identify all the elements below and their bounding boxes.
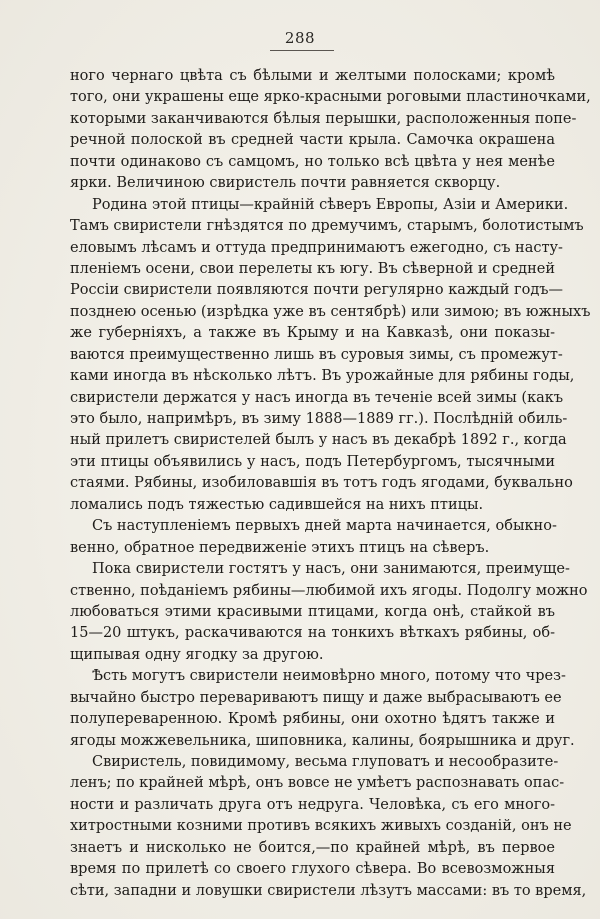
text-line: знаетъ и нисколько не боится,—по крайней мѣрѣ, въ первое <box>70 839 555 856</box>
page-number: 288 <box>284 29 316 47</box>
text-line: почти одинаково съ самцомъ, но только всѣ цвѣта у нея менѣе <box>70 153 555 170</box>
paragraph <box>70 66 591 195</box>
paragraph <box>70 559 588 666</box>
text-line: позднею осенью (изрѣдка уже въ сентябрѣ) или зимою; въ южныхъ <box>70 303 591 320</box>
text-line: Россіи свиристели появляются почти регулярно каждый годъ— <box>70 282 564 299</box>
text-line: ный прилетъ свиристелей былъ у насъ въ декабрѣ 1892 г., когда <box>70 432 567 449</box>
text-line: того, они украшены еще ярко-красными роговыми пластиночками, <box>70 89 591 106</box>
text-line: ломались подъ тяжестью садившейся на нихъ птицы. <box>70 496 484 513</box>
paragraph <box>70 752 587 902</box>
text-line: которыми заканчиваются бѣлыя перышки, расположенныя попе- <box>70 110 577 127</box>
text-line: Ѣсть могутъ свиристели неимовѣрно много, потому что чрез- <box>92 668 566 685</box>
text-line: еловымъ лѣсамъ и оттуда предпринимаютъ ежегодно, съ насту- <box>70 239 563 256</box>
text-line: сѣти, западни и ловушки свиристели лѣзутъ массами: въ то время, <box>70 882 587 899</box>
text-line: эти птицы объявились у насъ, подъ Петербургомъ, тысячными <box>70 453 555 470</box>
paragraph <box>70 666 575 752</box>
header-rule <box>270 50 334 51</box>
text-line: Пока свиристели гостятъ у насъ, они занимаются, преимуще- <box>92 561 570 578</box>
text-line: полупереваренною. Кромѣ рябины, они охотно ѣдятъ также и <box>70 711 555 728</box>
text-line: Тамъ свиристели гнѣздятся по дремучимъ, старымъ, болотистымъ <box>70 218 584 235</box>
text-line: вычайно быстро перевариваютъ пищу и даже выбрасываютъ ее <box>70 689 562 706</box>
text-line: же губерніяхъ, а также въ Крыму и на Кавказѣ, они показы- <box>70 325 555 342</box>
paragraph <box>70 516 555 559</box>
text-line: ности и различать друга отъ недруга. Человѣка, съ его много- <box>70 796 555 813</box>
text-line: Свиристель, повидимому, весьма глуповатъ и несообразите- <box>92 754 559 770</box>
page-header <box>0 28 600 47</box>
text-line: Родина этой птицы—крайній сѣверъ Европы, Азіи и Америки. <box>92 196 569 213</box>
text-line: Съ наступленіемъ первыхъ дней марта начинается, обыкно- <box>92 518 557 535</box>
text-line: ного чернаго цвѣта съ бѣлыми и желтыми полосками; кромѣ <box>70 68 555 84</box>
body-text <box>70 66 591 902</box>
text-line: венно, обратное передвиженіе этихъ птицъ на сѣверъ. <box>70 539 490 556</box>
paragraph <box>70 195 591 517</box>
text-line: хитростными козними противъ всякихъ живыхъ созданій, онъ не <box>70 818 572 835</box>
text-line: пленіемъ осени, свои перелеты къ югу. Въ сѣверной и средней <box>70 260 555 277</box>
text-line: ваются преимущественно лишь въ суровыя зимы, съ промежут- <box>70 346 563 363</box>
text-line: речной полоской въ средней части крыла. Самочка окрашена <box>70 132 555 149</box>
text-line: ственно, поѣданіемъ рябины—любимой ихъ ягоды. Подолгу можно <box>70 582 588 599</box>
text-line: ленъ; по крайней мѣрѣ, онъ вовсе не умѣетъ распознавать опас- <box>70 775 565 792</box>
text-line: время по прилетѣ со своего глухого сѣвера. Во всевозможныя <box>70 861 555 878</box>
text-line: ягоды можжевельника, шиповника, калины, боярышника и друг. <box>70 732 575 749</box>
text-line: стаями. Рябины, изобиловавшія въ тотъ годъ ягодами, буквально <box>70 475 573 492</box>
text-line: ками иногда въ нѣсколько лѣтъ. Въ урожайные для рябины годы, <box>70 368 575 385</box>
text-line: ярки. Величиною свиристель почти равняется скворцу. <box>70 175 501 192</box>
text-line: это было, напримѣръ, въ зиму 1888—1889 гг.). Послѣдній обиль- <box>70 411 568 427</box>
text-line: свиристели держатся у насъ иногда въ теченіе всей зимы (какъ <box>70 389 564 406</box>
text-line: 15—20 штукъ, раскачиваются на тонкихъ вѣткахъ рябины, об- <box>70 625 555 642</box>
text-line: любоваться этими красивыми птицами, когда онѣ, стайкой въ <box>70 603 555 620</box>
text-line: щипывая одну ягодку за другою. <box>70 646 324 663</box>
